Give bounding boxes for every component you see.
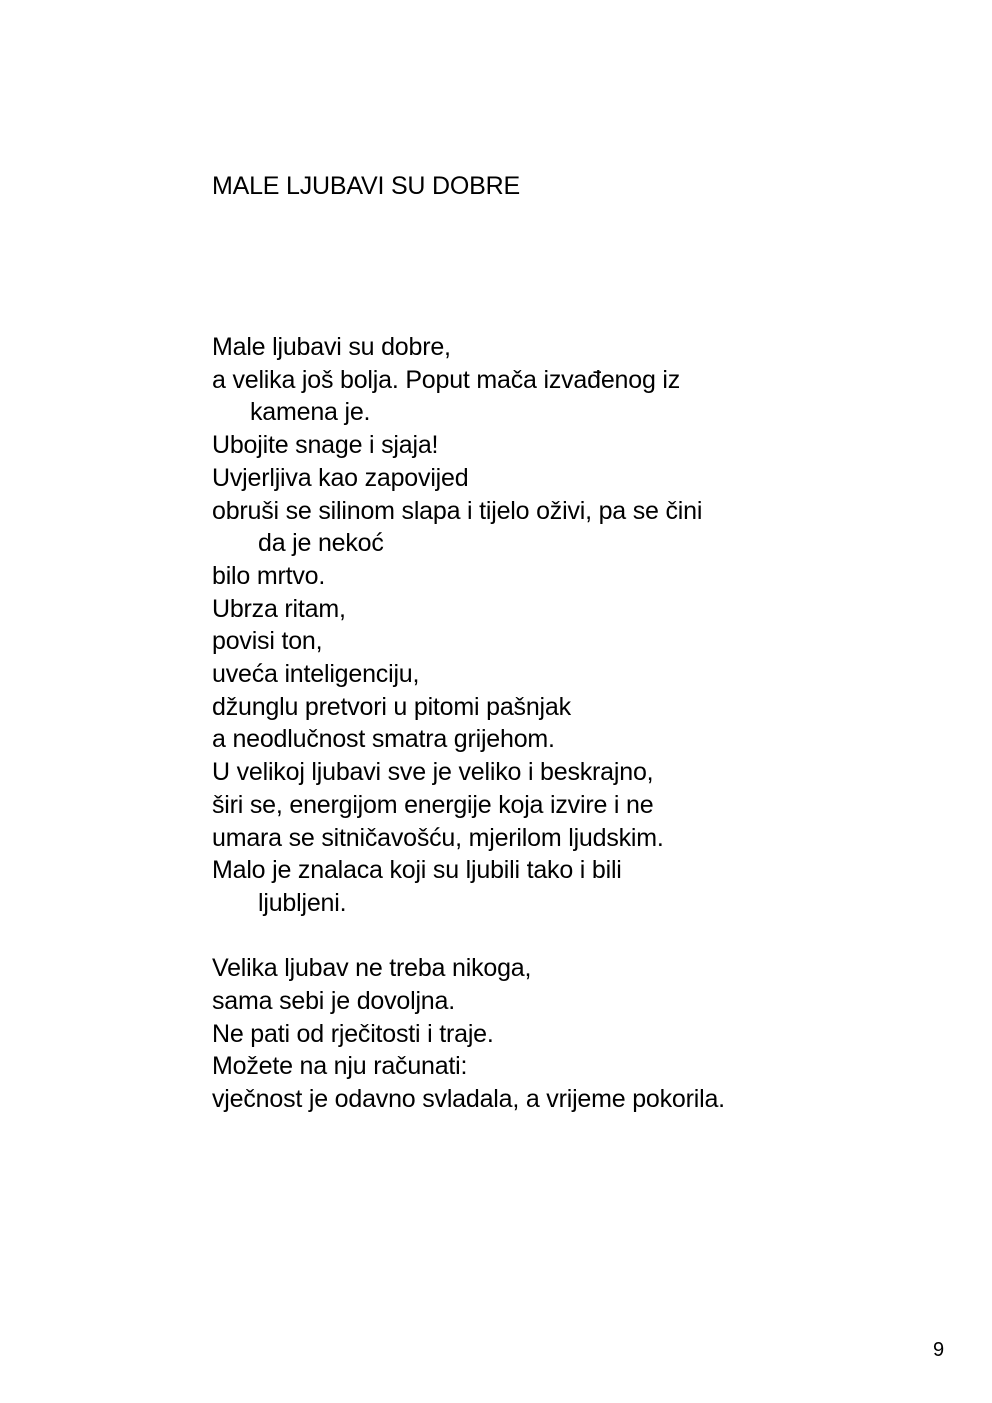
poem-line: U velikoj ljubavi sve je veliko i beskrajno, (212, 758, 654, 787)
stanza-2 (212, 952, 952, 1116)
poem-line: Možete na nju računati: (212, 1052, 468, 1081)
poem-line: a velika još bolja. Poput mača izvađenog iz (212, 365, 681, 394)
stanza-1 (212, 331, 952, 920)
poem-line: bilo mrtvo. (212, 561, 326, 590)
poem-line: Velika ljubav ne treba nikoga, (212, 954, 532, 983)
poem-line: sama sebi je dovoljna. (212, 987, 455, 1016)
poem-line: da je nekoć (258, 529, 384, 558)
poem-line: ljubljeni. (258, 888, 347, 917)
poem-line: Uvjerljiva kao zapovijed (212, 463, 469, 492)
poem-line: obruši se silinom slapa i tijelo oživi, pa se čini (212, 496, 703, 525)
poem-line: Malo je znalaca koji su ljubili tako i bili (212, 856, 622, 885)
poem-line: a neodlučnost smatra grijehom. (212, 725, 555, 754)
poem-title: MALE LJUBAVI SU DOBRE (212, 172, 520, 200)
poem-line: vječnost je odavno svladala, a vrijeme pokorila. (212, 1085, 725, 1114)
poem-line: uveća inteligenciju, (212, 660, 420, 689)
poem-body (212, 331, 952, 1116)
poem-line: Ubrza ritam, (212, 594, 346, 623)
poem-line: džunglu pretvori u pitomi pašnjak (212, 692, 571, 721)
poem-line: Ubojite snage i sjaja! (212, 431, 439, 460)
poem-line: Ne pati od rječitosti i traje. (212, 1019, 494, 1048)
poem-line: širi se, energijom energije koja izvire i ne (212, 790, 654, 819)
poem-line: povisi ton, (212, 627, 323, 656)
poem-line: umara se sitničavošću, mjerilom ljudskim. (212, 823, 664, 852)
page-number: 9 (933, 1339, 945, 1361)
poem-line: kamena je. (250, 398, 371, 427)
poem-line: Male ljubavi su dobre, (212, 333, 451, 361)
